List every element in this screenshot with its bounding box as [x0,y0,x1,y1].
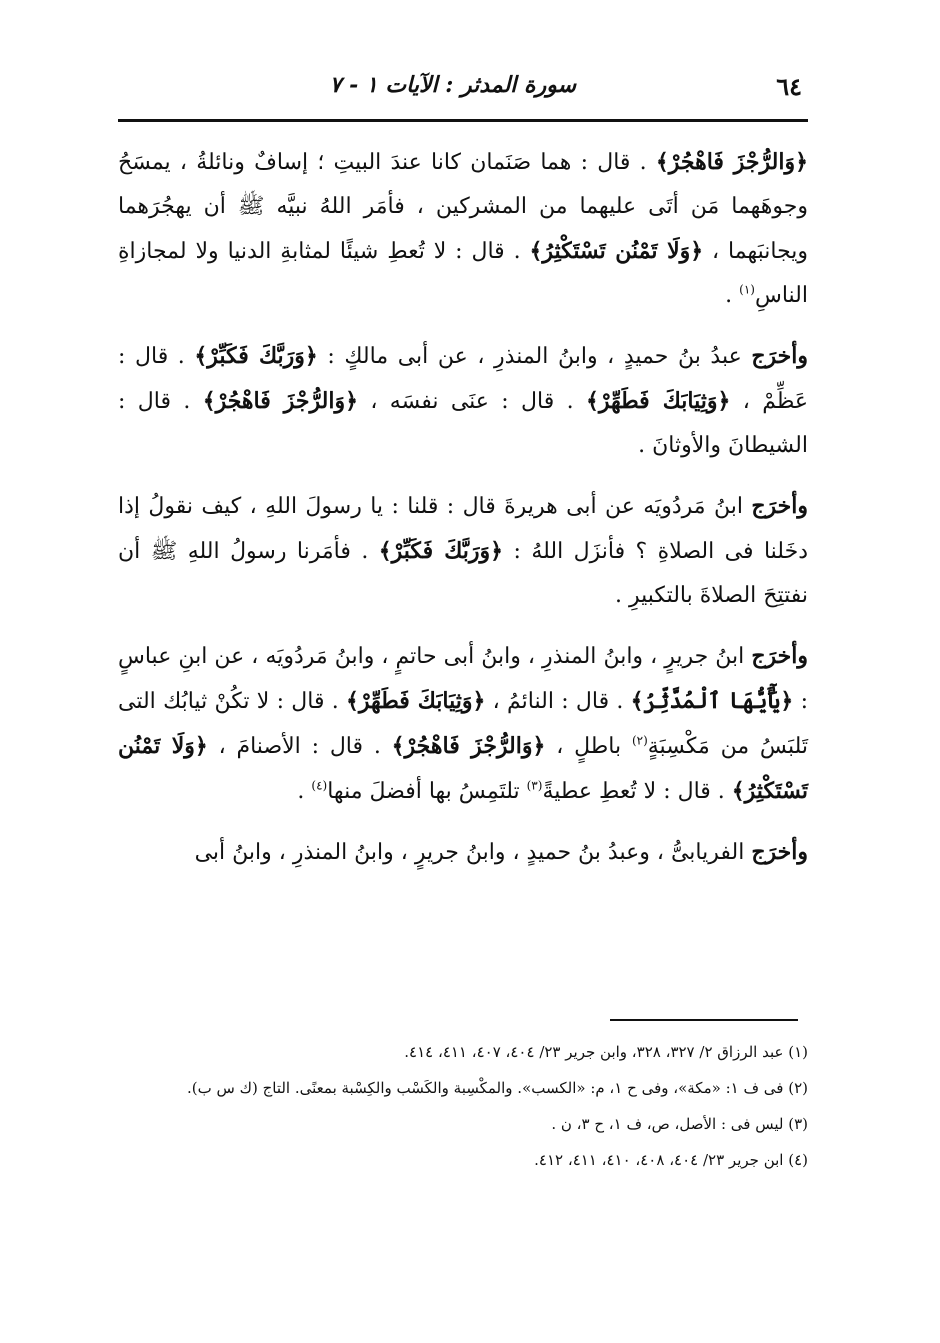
text-run: عبدُ بنُ حميدٍ ، وابنُ المنذرِ ، عن أبى مالكٍ : [317,344,752,369]
text-run: . قال : هما صَنَمان كانا عندَ البيتِ ؛ إسافٌ ونائلةُ ، يمسَحُ وجوهَهما مَن أتَى عليهما من المشركين ، فأمَر اللهُ نبيَّه ﷺ أن يهجُرَهما ويجانبَهما ، [118,150,809,264]
footnote-1: (١) عبد الرزاق ٢/ ٣٢٧، ٣٢٨، وابن جرير ٢٣/ ٤٠٤، ٤٠٧، ٤١١، ٤١٤. [404,1043,808,1061]
text-run: باطلٍ ، [545,734,632,759]
text-run: الفريابىُّ ، وعبدُ بنُ حميدٍ ، وابنُ جريرٍ ، وابنُ المنذرِ ، وابنُ أبى [194,840,752,865]
header-rule [118,119,808,122]
quran-verse: ﴿وَالرُّجْزَ فَاهْجُرْ﴾ [391,733,546,759]
text-run: ابنُ جريرٍ ، وابنُ المنذرِ ، وابنُ أبى حاتمٍ ، وابنُ مَردُويَه ، عن ابنِ عباسٍ : [118,644,808,714]
paragraph [118,484,808,618]
footnote-marker: (٤) [311,778,328,793]
text-run: ابنُ مَردُويَه عن أبى هريرةَ قال : قلنا : يا رسولَ اللهِ ، كيف نقولُ إذا دخَلنا فى الصلاةِ ؟ فأنزَل اللهُ : [118,494,808,564]
footnote-marker: (٣) [526,778,543,793]
quran-verse: ﴿وَرَبَّكَ فَكَبِّرْ﴾ [194,343,318,369]
quran-verse: ﴿يَٰٓأَيُّهَا ٱلْمُدَّثِّرُ﴾ [630,688,794,714]
paragraph-lead-word: وأخرَج [751,493,808,519]
quran-verse: ﴿وَثِيَابَكَ فَطَهِّرْ﴾ [346,688,486,714]
paragraph [118,830,808,875]
text-run: . قال : عنَى نفسَه ، [357,389,586,414]
text-run: . قال : لا تُعطِ شيئًا لمثابةِ الدنيا ولا لمجازاةِ الناسِ [118,239,808,308]
text-run: . قال : عَظِّمْ ، [118,344,809,414]
paragraph [118,334,808,468]
text-run: . قال : الأصنامَ ، [207,734,392,759]
quran-verse: ﴿وَرَبَّكَ فَكَبِّرْ﴾ [378,538,504,564]
quran-verse: ﴿وَثِيَابَكَ فَطَهِّرْ﴾ [585,388,731,414]
quran-verse: ﴿وَالرُّجْزَ فَاهْجُرْ﴾ [655,149,809,175]
main-text [118,140,808,891]
footnote-2: (٢) فى ف ١: «مكة»، وفى ح ١، م: «الكسب». والمكْسِبة والكَسْب والكِسْبة بمعنًى. التاج (ك س ب). [187,1079,808,1097]
footnote-3: (٣) ليس فى : الأصل، ص، ف ١، ح ٣، ن . [551,1115,808,1133]
page-number: ٦٤ [776,72,802,101]
text-run: . قال : لا تُعطِ عطيةً [542,779,732,804]
footnote-marker: (١) [739,282,755,297]
footnote-marker: (٢) [631,733,648,748]
paragraph [118,140,808,318]
text-run: . [297,779,312,804]
text-run: . قال : الشيطانَ والأوثانَ . [118,389,808,458]
text-run: . [725,283,740,308]
running-title: سورة المدثر : الآيات ١ - ٧ [329,72,576,98]
paragraph [118,634,808,814]
text-run: . قال : النائمُ ، [485,689,631,714]
footnotes [118,1034,808,1178]
quran-verse: ﴿وَالرُّجْزَ فَاهْجُرْ﴾ [202,388,358,414]
footnote-4: (٤) ابن جرير ٢٣/ ٤٠٤، ٤٠٨، ٤١٠، ٤١١، ٤١٢. [534,1151,808,1169]
paragraph-lead-word: وأخرَج [751,839,808,865]
paragraph-lead-word: وأخرَج [751,343,809,369]
text-run: . قال : لا تكُنْ ثيابُك التى تَلبَسُ من مَكْسِبَةٍ [118,689,809,759]
text-run: . فأمَرنا رسولُ اللهِ ﷺ أن نفتتِحَ الصلاةَ بالتكبيرِ . [118,539,808,608]
quran-verse: ﴿وَلَا تَمْنُن تَسْتَكْثِرُ﴾ [529,238,704,264]
quran-verse: ﴿وَلَا تَمْنُن تَسْتَكْثِرُ﴾ [118,733,808,804]
footnote-rule [610,1019,798,1021]
text-run: تلتَمِسُ بها أفضلَ منها [327,779,527,804]
page-header [120,62,806,108]
paragraph-lead-word: وأخرَج [751,643,808,669]
